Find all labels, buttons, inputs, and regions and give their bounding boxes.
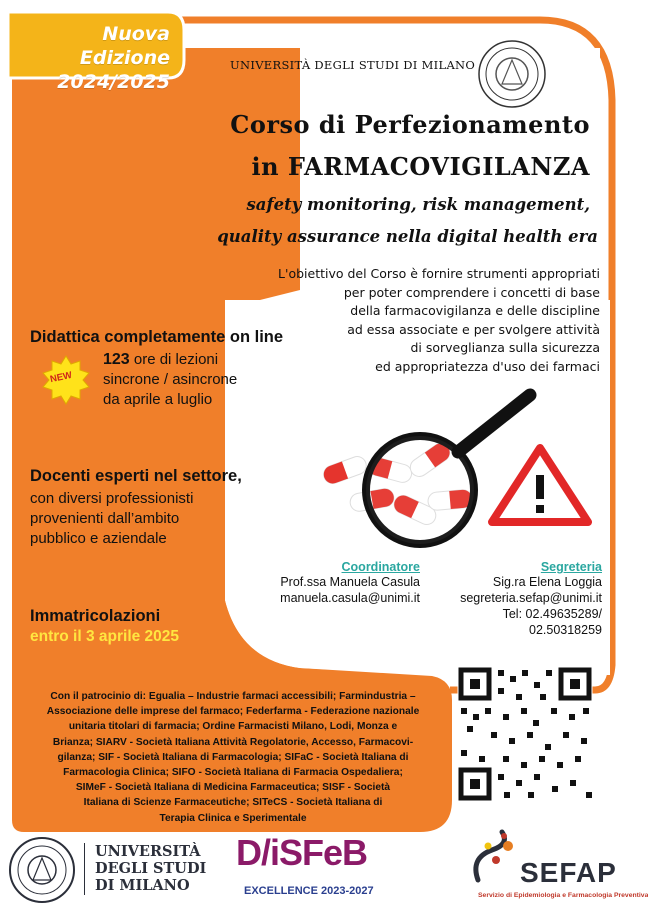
patronage-line: Associazione delle imprese del farmaco; Federfarma - Federazione nazionale [46, 706, 420, 718]
sefap-logo-icon [476, 832, 513, 880]
patronage-line: Terapia Clinica e Sperimentale [159, 812, 307, 824]
coordinator-block [240, 560, 420, 606]
footer-univ-line3: DI MILANO [95, 877, 190, 894]
badge-line1: Nuova Edizione [79, 23, 170, 69]
coordinator-label: Coordinatore [341, 560, 420, 574]
objective-line: di sorveglianza sulla sicurezza [410, 340, 600, 355]
patronage-line: Brianza; SIARV - Società Italiana Attività Regolatorie, Accesso, Farmacovi- [52, 736, 414, 748]
enrollment-title: Immatricolazioni [30, 607, 161, 625]
qr-code-icon [458, 667, 592, 801]
secretariat-email[interactable]: segreteria.sefap@unimi.it [460, 591, 602, 605]
sefap-subtitle: Servizio di Epidemiologia e Farmacologia Preventiva [478, 892, 648, 899]
patronage-line: unitaria titolari di farmacia; Ordine Farmacisti Milano, Lodi, Monza e [68, 721, 398, 733]
didattica-line2: sincrone / asincrone [103, 371, 238, 388]
course-subtitle-line1: safety monitoring, risk management, [246, 195, 590, 214]
coordinator-email[interactable]: manuela.casula@unimi.it [280, 591, 420, 605]
patronage-line: Con il patrocinio di: Egualia – Industrie farmaci accessibili; Farmindustria – [50, 691, 416, 702]
objective-line: ed appropriatezza d'uso dei farmaci [375, 358, 600, 374]
docenti-line: provenienti dall’ambito [30, 510, 180, 527]
didattica-hours-suffix: ore di lezioni [129, 351, 219, 368]
secretariat-label: Segreteria [540, 560, 602, 574]
course-subtitle-line2: quality assurance nella digital health era [217, 227, 598, 246]
course-title-line1: Corso di Perfezionamento [230, 110, 590, 139]
disfeb-logo: D/iSFeB [236, 832, 368, 873]
enrollment-deadline: entro il 3 aprile 2025 [30, 628, 180, 645]
patronage-text [28, 689, 438, 826]
footer-univ-line1: UNIVERSITÀ [95, 843, 201, 860]
course-title-line2: in FARMACOVIGILANZA [251, 152, 590, 181]
secretariat-phone2: 02.50318259 [529, 623, 602, 637]
patronage-line: gilanza; SIF - Società Italiana di Farmacologia; SIFaC - Società Italiana di [57, 751, 409, 763]
patronage-line: Italiana di Scienze Farmaceutiche; SITeCS - Società Italiana di [83, 797, 383, 809]
sefap-logo: SEFAP [520, 857, 617, 888]
disfeb-excellence: EXCELLENCE 2023-2027 [244, 885, 374, 897]
didattica-title: Didattica completamente on line [30, 328, 284, 346]
didattica-hours-line [103, 350, 237, 370]
docenti-title: Docenti esperti nel settore, [30, 467, 242, 485]
badge-line2: 2024/2025 [57, 71, 170, 93]
objective-line: ad essa associate e per svolgere attività [347, 321, 600, 337]
docenti-details [30, 489, 193, 549]
patronage-line: Farmacologia Clinica; SIFO - Società Italiana di Farmacia Ospedaliera; [63, 767, 403, 779]
didattica-details [103, 350, 237, 410]
didattica-line3: da aprile a luglio [103, 391, 213, 408]
docenti-line: con diversi professionisti [30, 490, 194, 507]
objective-text [250, 265, 600, 376]
secretariat-name: Sig.ra Elena Loggia [492, 575, 602, 589]
didattica-hours: 123 [103, 351, 130, 368]
patronage-line: SIMeF - Società Italiana di Medicina Farmaceutica; SISF - Società [75, 782, 391, 794]
objective-line: L'obiettivo del Corso è fornire strumenti appropriati [278, 266, 600, 281]
footer-univ-line2: DEGLI STUDI [95, 860, 207, 877]
secretariat-phone: Tel: 02.49635289/ [502, 607, 602, 621]
objective-line: per poter comprendere i concetti di base [343, 284, 600, 300]
footer-university-seal-icon [10, 838, 74, 902]
footer-divider [84, 843, 85, 895]
docenti-line: pubblico e aziendale [30, 530, 167, 547]
objective-line: della farmacovigilanza e delle discipline [350, 303, 600, 318]
new-badge-label: NEW [49, 369, 74, 386]
edition-badge [20, 22, 170, 94]
coordinator-name: Prof.ssa Manuela Casula [280, 575, 420, 589]
university-seal-icon [479, 41, 545, 107]
secretariat-block [430, 560, 602, 638]
footer-university-logo [95, 843, 206, 894]
university-name: UNIVERSITÀ DEGLI STUDI DI MILANO [230, 58, 476, 72]
